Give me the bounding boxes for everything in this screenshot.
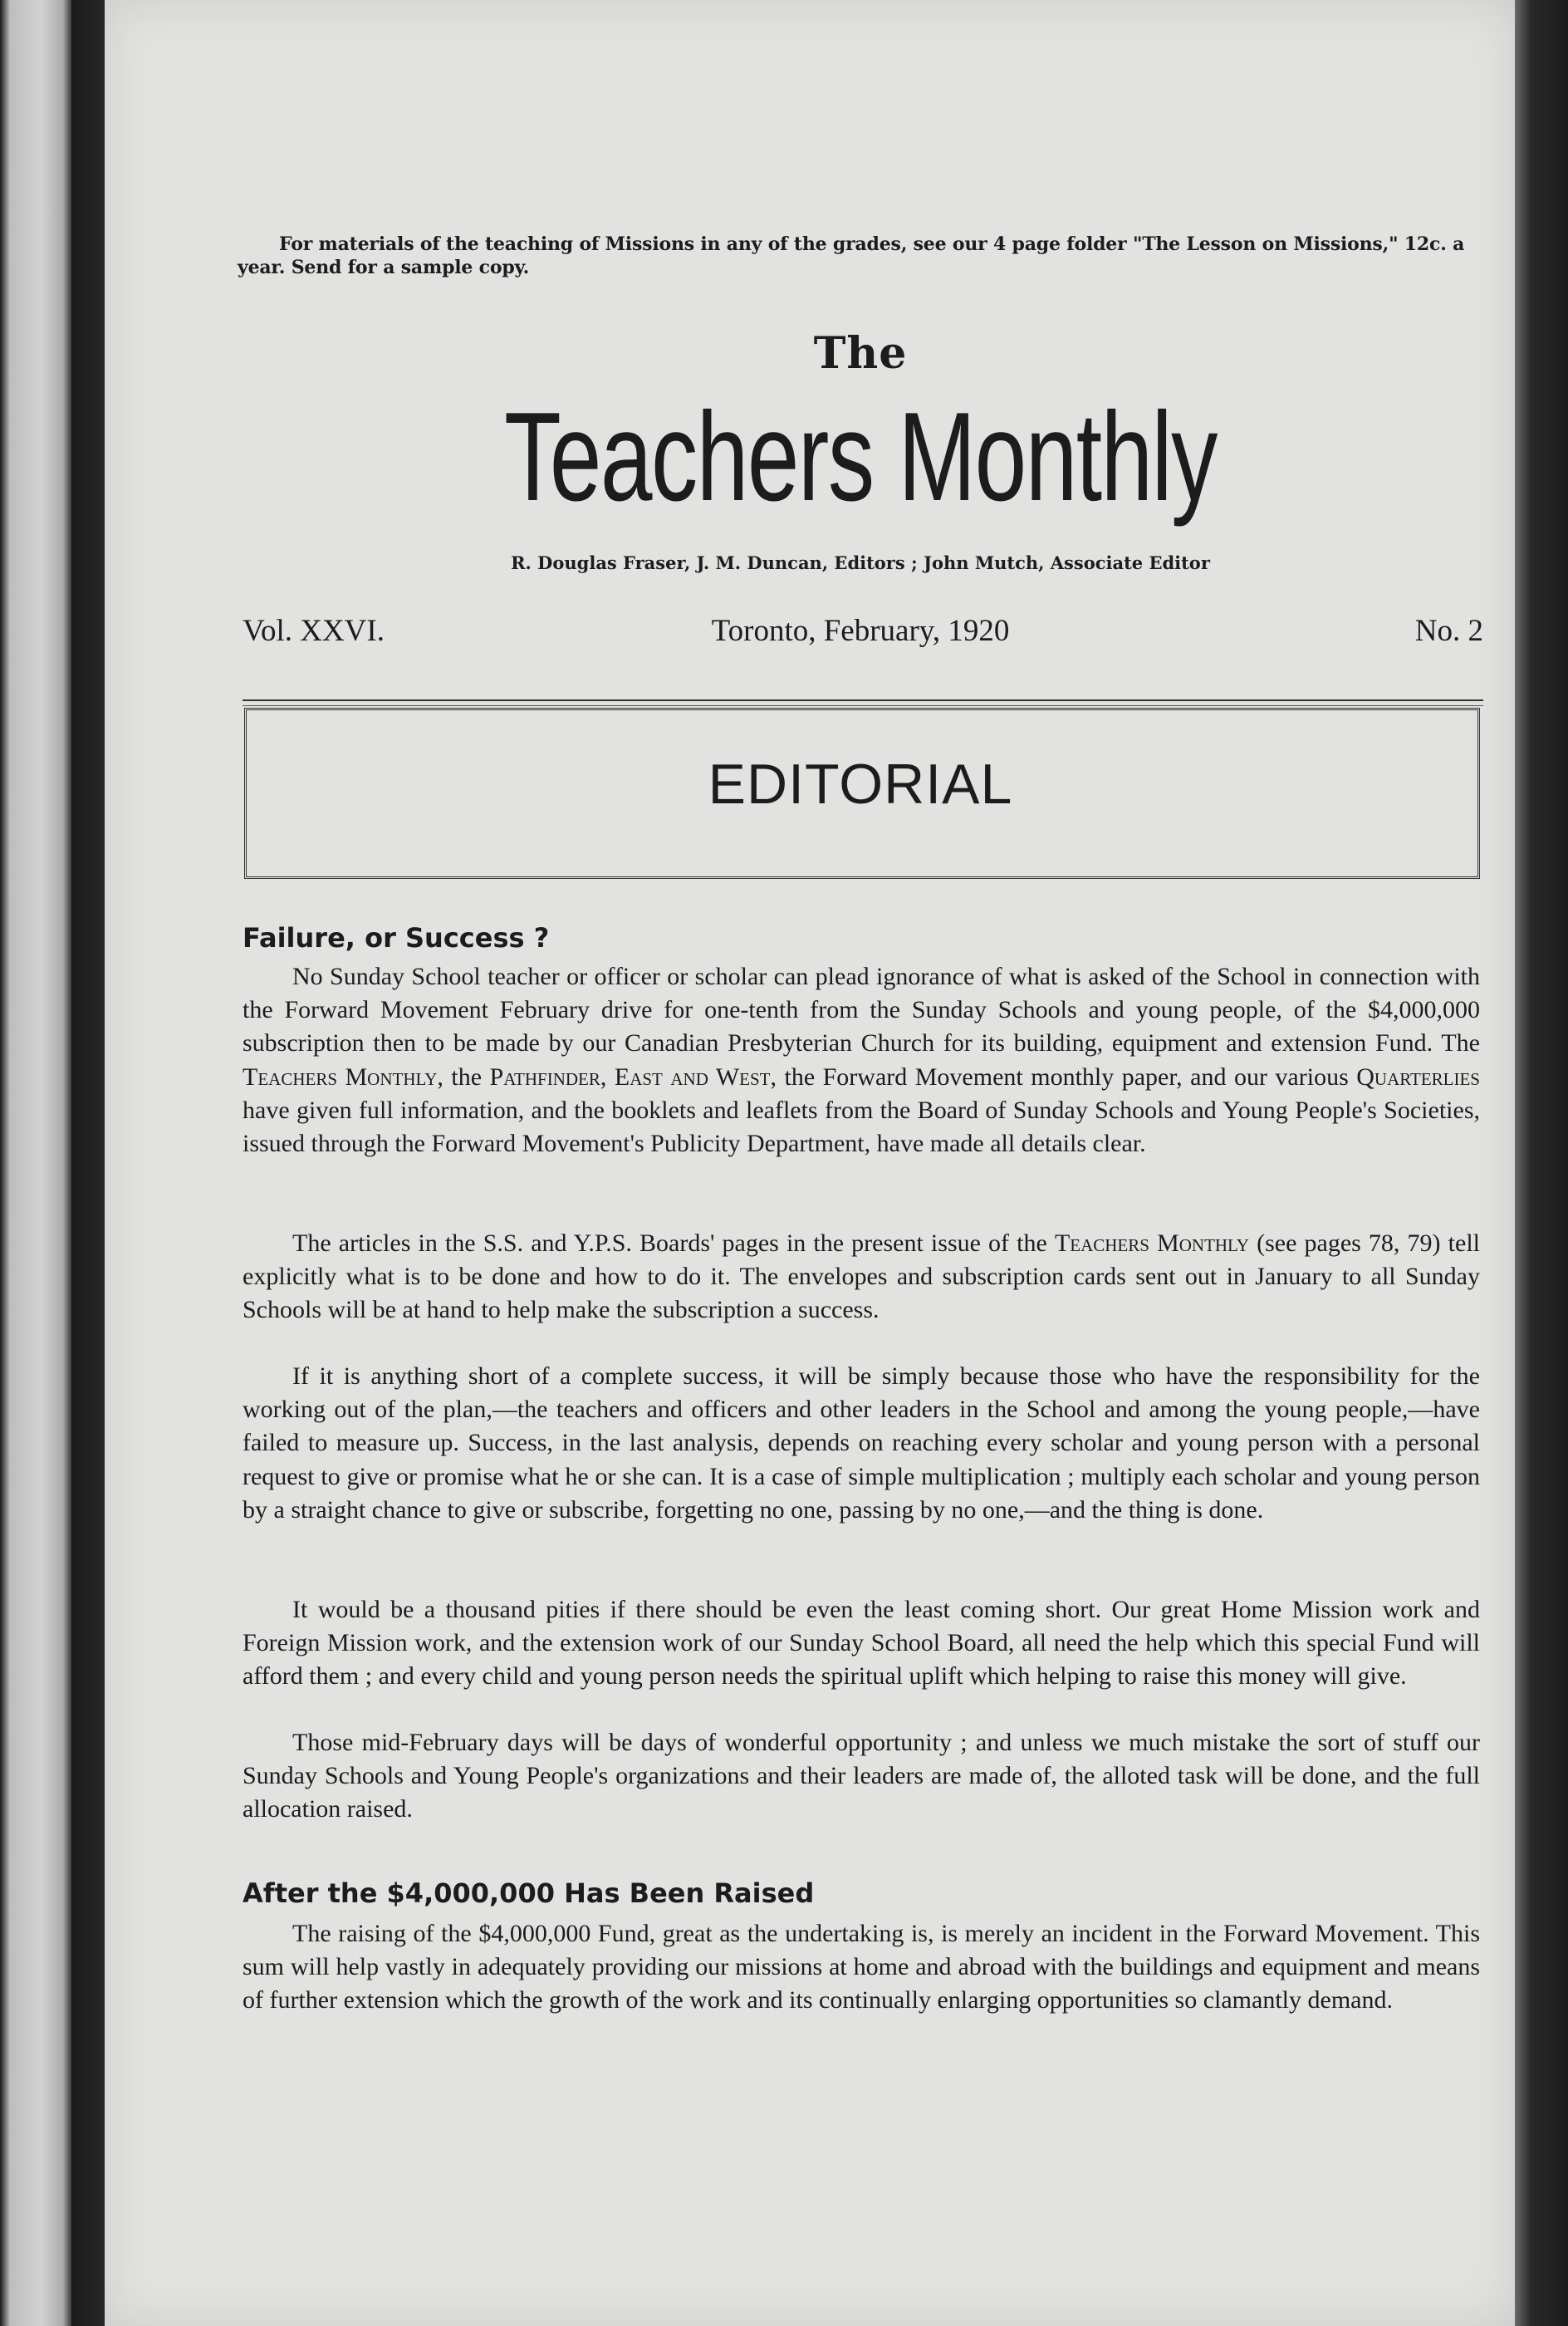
issue-volume: Vol. XXVI.	[243, 614, 385, 648]
issue-number: No. 2	[1414, 614, 1483, 648]
section-label: EDITORIAL	[708, 753, 1013, 816]
magazine-page	[105, 0, 1515, 2326]
article-paragraph: If it is anything short of a complete success, it will be simply because those who have the responsibility for the working out of the plan,—the teachers and officers and other leaders in the School and among the young people,—have failed to measure up. Success, in the last analysis, depends on reaching every scholar and young person with a personal request to give or promise what he or she can. It is a case of simple multiplication ; multiply each scholar and young person by a straight chance to give or subscribe, forgetting no one, passing by no one,—and the thing is done.	[243, 1362, 1480, 1524]
page-edge-right	[1515, 0, 1568, 2326]
publication-name: Teachers Monthly	[1054, 1229, 1249, 1257]
masthead-editors: R. Douglas Fraser, J. M. Duncan, Editors ; John Mutch, Associate Editor	[511, 552, 1210, 573]
facing-page-edge	[0, 0, 71, 2326]
issue-line	[238, 613, 1483, 655]
masthead-article: The	[813, 328, 908, 379]
article-paragraph	[243, 1227, 1480, 1327]
article-paragraph: Those mid-February days will be days of wonderful opportunity ; and unless we much mistake the sort of stuff our Sunday Schools and Young People's organizations and their leaders are made of, the alloted task will be done, and the full allocation raised.	[243, 1729, 1480, 1823]
text-run: No Sunday School teacher or officer or scholar can plead ignorance of what is asked of the School in connection with the Forward Movement February drive for one-tenth from the Sunday Schools and young people, of the $4,000,000 subscription then to be made by our Canadian Presbyterian Church for its building, equipment and extension Fund. The	[243, 963, 1480, 1057]
double-rule	[243, 699, 1483, 706]
publication-name: Pathfinder	[489, 1062, 600, 1091]
article-paragraph: It would be a thousand pities if there should be even the least coming short. Our great Home Mission work and Foreign Mission work, and the extension work of our Sunday School Board, all need the help which this special Fund will afford them ; and every child and young person needs the spiritual uplift which helping to raise this money will give.	[243, 1596, 1480, 1691]
text-run: , the Forward Movement monthly paper, and our various	[770, 1062, 1357, 1091]
article-paragraph: The raising of the $4,000,000 Fund, great as the undertaking is, is merely an incident in the Forward Movement. This sum will help vastly in adequately providing our missions at home and abroad with the buildings and equipment and means of further extension which the growth of the work and its continually enlarging opportunities so clamantly demand.	[243, 1920, 1480, 2014]
text-run: (see pages 78, 79) tell explicitly what is to be done and how to do it. The envelopes and subscription cards sent out in January to all Sunday Schools will be at hand to help make the subscription a success.	[243, 1229, 1480, 1324]
publication-name: Teachers Monthly	[243, 1062, 438, 1091]
masthead-title: Teachers Monthly	[504, 386, 1217, 528]
article-heading-failure-or-success: Failure, or Success ?	[243, 922, 550, 954]
book-gutter	[71, 0, 105, 2326]
text-run: , the	[437, 1062, 490, 1091]
publication-name: East and West	[614, 1062, 771, 1091]
text-run: have given full information, and the booklets and leaflets from the Board of Sunday Schools and Young People's Societies, issued through the Forward Movement's Publicity Department, have made all details clear.	[243, 1096, 1480, 1158]
issue-place-date: Toronto, February, 1920	[711, 614, 1010, 648]
article-paragraph	[243, 960, 1480, 1161]
text-run: The articles in the S.S. and Y.P.S. Boards' pages in the present issue of the	[292, 1229, 1055, 1257]
text-run: ,	[600, 1062, 615, 1091]
header-notice: For materials of the teaching of Missions in any of the grades, see our 4 page folder "The Lesson on Missions," 12c. a year. Send for a sample copy.	[238, 233, 1465, 278]
publication-name: Quarterlies	[1356, 1062, 1480, 1091]
article-heading-after-fund-raised: After the $4,000,000 Has Been Raised	[243, 1877, 815, 1909]
